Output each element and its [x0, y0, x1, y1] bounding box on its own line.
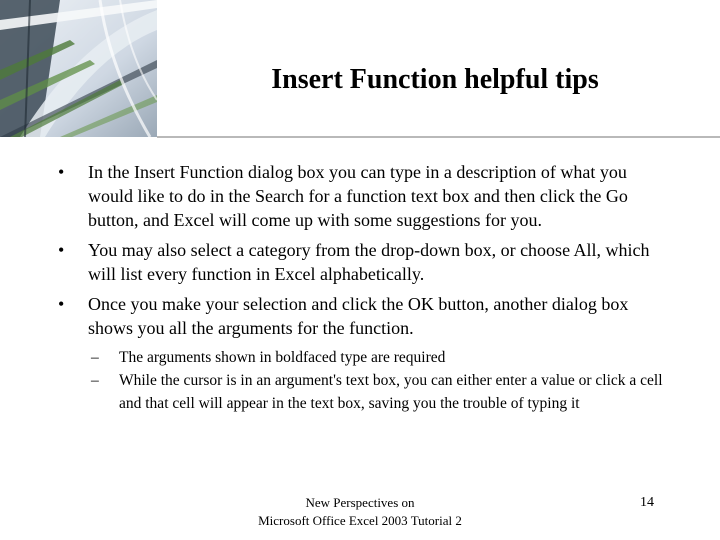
bullet-marker: • [58, 162, 65, 182]
header-divider [157, 136, 720, 138]
footer-line-2: Microsoft Office Excel 2003 Tutorial 2 [258, 513, 462, 528]
sub-bullet-list [58, 346, 668, 415]
slide-title: Insert Function helpful tips [271, 64, 599, 95]
bullet-marker: • [58, 240, 65, 260]
sub-bullet-item [91, 346, 668, 369]
bullet-text: You may also select a category from the drop-down box, or choose All, which will list every function in Excel alphabetically. [88, 240, 650, 284]
bullet-item [58, 292, 668, 340]
architecture-photo-graphic [0, 0, 157, 137]
bullet-marker: • [58, 294, 65, 314]
sub-bullet-text: The arguments shown in boldfaced type are required [119, 349, 446, 366]
footer-caption [236, 494, 484, 530]
slide-body [58, 160, 668, 415]
bullet-item [58, 238, 668, 286]
header-photo [0, 0, 157, 137]
footer-line-1: New Perspectives on [305, 495, 415, 510]
sub-bullet-text: While the cursor is in an argument's text box, you can either enter a value or click a cell and that cell will appear in the text box, saving you the trouble of typing it [119, 372, 663, 412]
bullet-item [58, 160, 668, 232]
bullet-list [58, 160, 668, 340]
sub-bullet-marker: – [91, 372, 99, 389]
page-number: 14 [640, 495, 654, 510]
bullet-text: In the Insert Function dialog box you can type in a description of what you would like to do in the Search for a function text box and then click the Go button, and Excel will come up with some suggestions for you. [88, 162, 628, 230]
bullet-text: Once you make your selection and click the OK button, another dialog box shows you all the arguments for the function. [88, 294, 629, 338]
sub-bullet-item [91, 369, 668, 415]
sub-bullet-marker: – [91, 349, 99, 366]
